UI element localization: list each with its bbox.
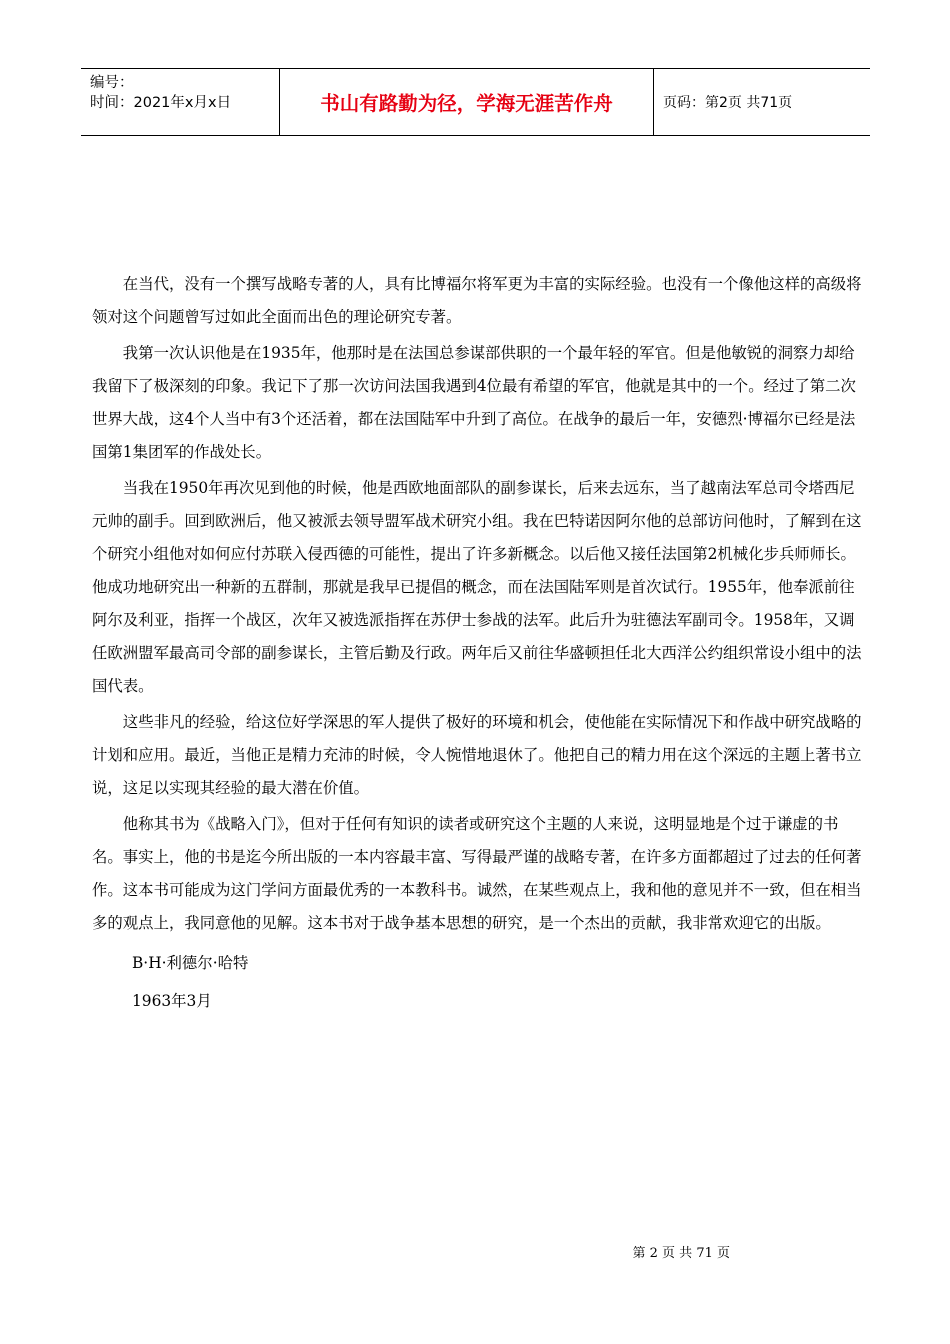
header-meta xyxy=(81,69,280,135)
signature-date: 1963年3月 xyxy=(132,992,212,1010)
time-label: 时间：2021年x月x日 xyxy=(90,95,232,111)
signature: B·H·利德尔·哈特 xyxy=(132,954,249,972)
header-page-info: 页码：第2页 共71页 xyxy=(663,95,793,111)
number-label: 编号： xyxy=(90,75,134,91)
paragraph: 他称其书为《战略入门》，但对于任何有知识的读者或研究这个主题的人来说，这明显地是个过于谦虚的书名。事实上，他的书是迄今所出版的一本内容最丰富、写得最严谨的战略专著，在许多方面都超过了过去的任何著作。这本书可能成为这门学问方面最优秀的一本教科书。诚然，在某些观点上，我和他的意见并不一致，但在相当多的观点上，我同意他的见解。这本书对于战争基本思想的研究，是一个杰出的贡献，我非常欢迎它的出版。 xyxy=(92,815,862,932)
paragraph: 我第一次认识他是在1935年，他那时是在法国总参谋部供职的一个最年轻的军官。但是他敏锐的洞察力却给我留下了极深刻的印象。我记下了那一次访问法国我遇到4位最有希望的军官，他就是其中的一个。经过了第二次世界大战，这4个人当中有3个还活着，都在法国陆军中升到了高位。在战争的最后一年，安德烈·博福尔已经是法国第1集团军的作战处长。 xyxy=(92,344,856,461)
page-footer xyxy=(0,1242,950,1261)
paragraph: 在当代，没有一个撰写战略专著的人，具有比博福尔将军更为丰富的实际经验。也没有一个像他这样的高级将领对这个问题曾写过如此全面而出色的理论研究专著。 xyxy=(92,275,862,326)
paragraph: 当我在1950年再次见到他的时候，他是西欧地面部队的副参谋长，后来去远东，当了越南法军总司令塔西尼元帅的副手。回到欧洲后，他又被派去领导盟军战术研究小组。我在巴特诺因阿尔他的总部访问他时，了解到在这个研究小组他对如何应付苏联入侵西德的可能性，提出了许多新概念。以后他又接任法国第2机械化步兵师师长。他成功地研究出一种新的五群制，那就是我早已提倡的概念，而在法国陆军则是首次试行。1955年，他奉派前往阿尔及利亚，指挥一个战区，次年又被选派指挥在苏伊士参战的法军。此后升为驻德法军副司令。1958年，又调任欧洲盟军最高司令部的副参谋长，主管后勤及行政。两年后又前往华盛顿担任北大西洋公约组织常设小组中的法国代表。 xyxy=(92,479,862,695)
header-motto: 书山有路勤为径，学海无涯苦作舟 xyxy=(280,69,654,135)
page-header xyxy=(81,68,870,136)
paragraph: 这些非凡的经验，给这位好学深思的军人提供了极好的环境和机会，使他能在实际情况下和作战中研究战略的计划和应用。最近，当他正是精力充沛的时候，令人惋惜地退休了。他把自己的精力用在这个深远的主题上著书立说，这足以实现其经验的最大潜在价值。 xyxy=(92,713,862,797)
footer-page-number: 第 2 页 共 71 页 xyxy=(632,1246,730,1261)
document-body xyxy=(92,268,868,1016)
